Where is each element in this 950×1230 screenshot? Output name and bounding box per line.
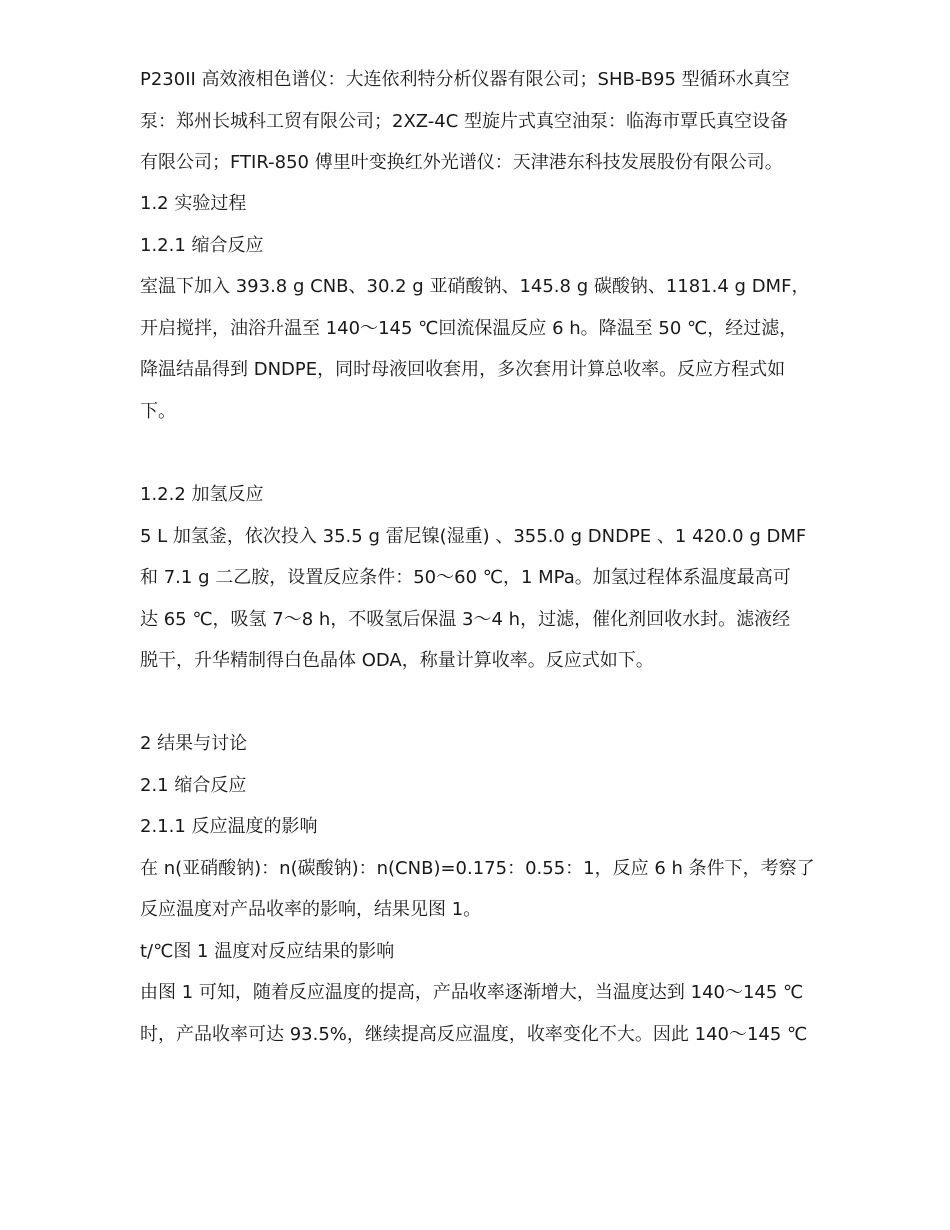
section-heading: 1.2 实验过程 <box>140 193 247 214</box>
subsection-heading: 1.2.2 加氢反应 <box>140 484 264 505</box>
figure-caption: t/℃图 1 温度对反应结果的影响 <box>140 941 395 962</box>
section-heading: 2 结果与讨论 <box>140 733 248 754</box>
paragraph-line: 脱干，升华精制得白色晶体 ODA，称量计算收率。反应式如下。 <box>140 650 654 671</box>
paragraph-line: 有限公司；FTIR-850 傅里叶变换红外光谱仪：天津港东科技发展股份有限公司。 <box>140 152 783 173</box>
paragraph-line: 反应温度对产品收率的影响，结果见图 1。 <box>140 899 482 920</box>
paragraph-line: P230II 高效液相色谱仪：大连依利特分析仪器有限公司；SHB-B95 型循环水真空 <box>140 69 790 90</box>
paragraph-line: 降温结晶得到 DNDPE，同时母液回收套用，多次套用计算总收率。反应方程式如 <box>140 359 786 380</box>
section-heading: 2.1 缩合反应 <box>140 775 247 796</box>
subsection-heading: 2.1.1 反应温度的影响 <box>140 816 318 837</box>
paragraph-line: 开启搅拌，油浴升温至 140～145 ℃回流保温反应 6 h。降温至 50 ℃，经过滤， <box>140 318 798 339</box>
paragraph-line: 时，产品收率可达 93.5%，继续提高反应温度，收率变化不大。因此 140～145 ℃ <box>140 1024 808 1045</box>
paragraph-line: 泵：郑州长城科工贸有限公司；2XZ-4C 型旋片式真空油泵：临海市覃氏真空设备 <box>140 111 789 132</box>
paragraph-line: 下。 <box>140 401 176 422</box>
paragraph-line: 室温下加入 393.8 g CNB、30.2 g 亚硝酸钠、145.8 g 碳酸钠、1181.4 g DMF， <box>140 276 810 297</box>
paragraph-line: 达 65 ℃，吸氢 7～8 h，不吸氢后保温 3～4 h，过滤，催化剂回收水封。滤液经 <box>140 609 791 630</box>
paragraph-line: 5 L 加氢釜，依次投入 35.5 g 雷尼镍(湿重) 、355.0 g DNDPE 、1 420.0 g DMF <box>140 526 807 547</box>
paragraph-line: 由图 1 可知，随着反应温度的提高，产品收率逐渐增大，当温度达到 140～145 ℃ <box>140 982 804 1003</box>
paragraph-line: 和 7.1 g 二乙胺，设置反应条件：50～60 ℃，1 MPa。加氢过程体系温度最高可 <box>140 567 791 588</box>
subsection-heading: 1.2.1 缩合反应 <box>140 235 264 256</box>
paragraph-line: 在 n(亚硝酸钠)：n(碳酸钠)：n(CNB)=0.175：0.55：1，反应 6 h 条件下，考察了 <box>140 858 815 879</box>
